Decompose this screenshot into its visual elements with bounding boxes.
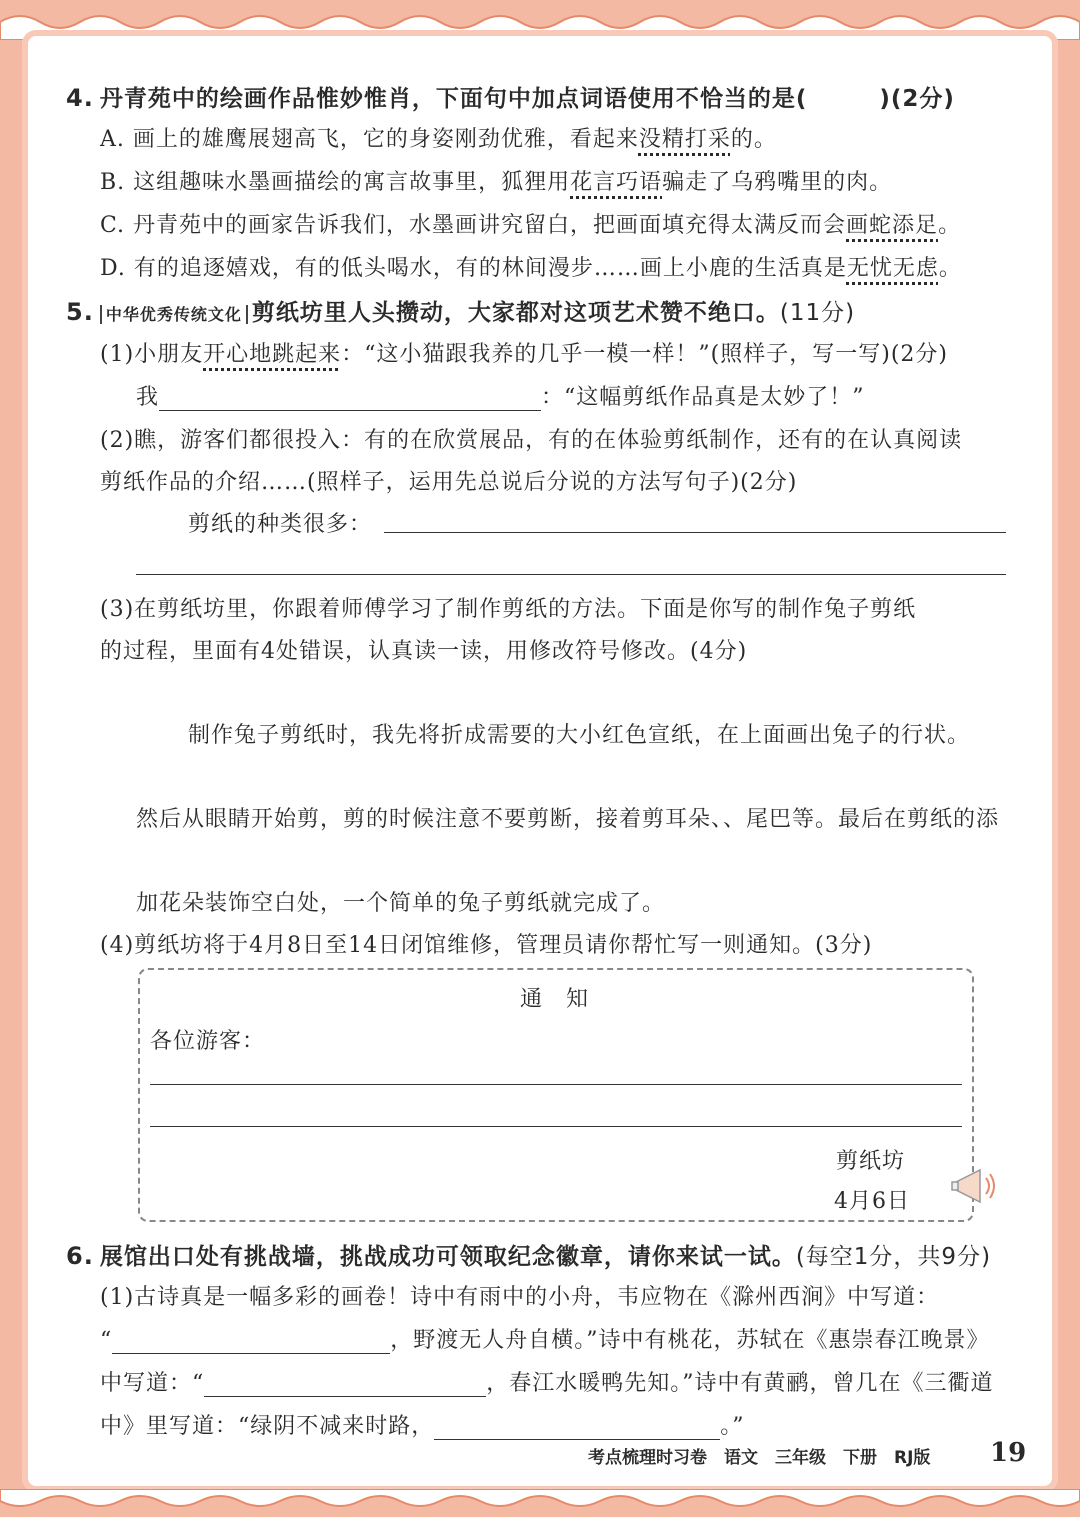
q6-blank-2[interactable] — [204, 1372, 486, 1397]
q6-blank-1[interactable] — [112, 1329, 390, 1354]
q6-line2: “ ，野渡无人舟自横。”诗中有桃花，苏轼在《惠崇春江晚景》 — [100, 1328, 990, 1353]
q5-part1: (1)小朋友开心地跳起来：“这小猫跟我养的几乎一模一样！”(照样子，写一写)(2分) — [100, 342, 949, 367]
q5-passage-line1: 制作兔子剪纸时，我先将折成需要的大小红色宣纸，在上面画出兔子的行状。 — [188, 723, 971, 748]
q6-line4: 中》里写道：“绿阴不减来时路， 。” — [100, 1414, 745, 1439]
notice-signature: 剪纸坊 — [836, 1149, 906, 1174]
q5-part4: (4)剪纸坊将于4月8日至14日闭馆维修，管理员请你帮忙写一则通知。(3分) — [100, 933, 873, 958]
q5-stem: 5. 中华优秀传统文化 剪纸坊里人头攒动，大家都对这项艺术赞不绝口。(11分) — [66, 298, 856, 326]
q4-option-b[interactable]: B. 这组趣味水墨画描绘的寓言故事里，狐狸用花言巧语骗走了乌鸦嘴里的肉。 — [100, 170, 893, 195]
culture-tag: 中华优秀传统文化 — [100, 305, 248, 324]
q5-part2-line1: (2)瞧，游客们都很投入：有的在欣赏展品，有的在体验剪纸制作，还有的在认真阅读 — [100, 428, 963, 453]
q5-part2-answer-prefix: 剪纸的种类很多： — [188, 512, 373, 537]
q5-part3-line2: 的过程，里面有4处错误，认真读一读，用修改符号修改。(4分) — [100, 639, 748, 664]
bottom-wave-border — [0, 1489, 1080, 1517]
q4-option-a[interactable]: A. 画上的雄鹰展翅高飞，它的身姿刚劲优雅，看起来没精打采的。 — [100, 127, 777, 152]
q5-part1-blank[interactable] — [159, 386, 541, 411]
worksheet-page — [22, 30, 1058, 1492]
q5-passage-line2: 然后从眼睛开始剪，剪的时候注意不要剪断，接着剪耳朵、、尾巴等。最后在剪纸的添 — [136, 807, 1000, 832]
megaphone-icon — [950, 1160, 1002, 1212]
notice-blank-1[interactable] — [150, 1084, 962, 1085]
q6-line1: (1)古诗真是一幅多彩的画卷！诗中有雨中的小舟，韦应物在《滁州西涧》中写道： — [100, 1285, 940, 1310]
q4-option-d[interactable]: D. 有的追逐嬉戏，有的低头喝水，有的林间漫步……画上小鹿的生活真是无忧无虑。 — [100, 256, 962, 281]
q4-stem: 4. 丹青苑中的绘画作品惟妙惟肖，下面句中加点词语使用不恰当的是( )(2分) — [66, 84, 955, 112]
notice-greeting: 各位游客： — [150, 1029, 266, 1054]
page-number: 19 — [990, 1438, 1027, 1468]
footer-book-info: 考点梳理时习卷 语文 三年级 下册 RJ版 — [588, 1448, 931, 1468]
q5-part3-line1: (3)在剪纸坊里，你跟着师傅学习了制作剪纸的方法。下面是你写的制作兔子剪纸 — [100, 597, 917, 622]
q6-line3: 中写道：“ ，春江水暖鸭先知。”诗中有黄鹂，曾几在《三衢道 — [100, 1371, 994, 1396]
notice-box — [138, 968, 974, 1222]
notice-date: 4月6日 — [834, 1189, 910, 1214]
q5-passage-line3: 加花朵装饰空白处，一个简单的兔子剪纸就完成了。 — [136, 891, 666, 916]
q6-stem: 6. 展馆出口处有挑战墙，挑战成功可领取纪念徽章，请你来试一试。(每空1分，共9分) — [66, 1242, 992, 1270]
q4-option-c[interactable]: C. 丹青苑中的画家告诉我们，水墨画讲究留白，把画面填充得太满反而会画蛇添足。 — [100, 213, 962, 238]
q5-part2-blank-1[interactable] — [384, 532, 1006, 533]
notice-title: 通 知 — [520, 987, 590, 1012]
notice-blank-2[interactable] — [150, 1126, 962, 1127]
q6-blank-3[interactable] — [434, 1415, 720, 1440]
q5-part2-line2: 剪纸作品的介绍……(照样子，运用先总说后分说的方法写句子)(2分) — [100, 470, 798, 495]
q5-part1-answer: 我 ：“这幅剪纸作品真是太妙了！” — [136, 385, 865, 410]
q5-part2-blank-2[interactable] — [136, 574, 1006, 575]
